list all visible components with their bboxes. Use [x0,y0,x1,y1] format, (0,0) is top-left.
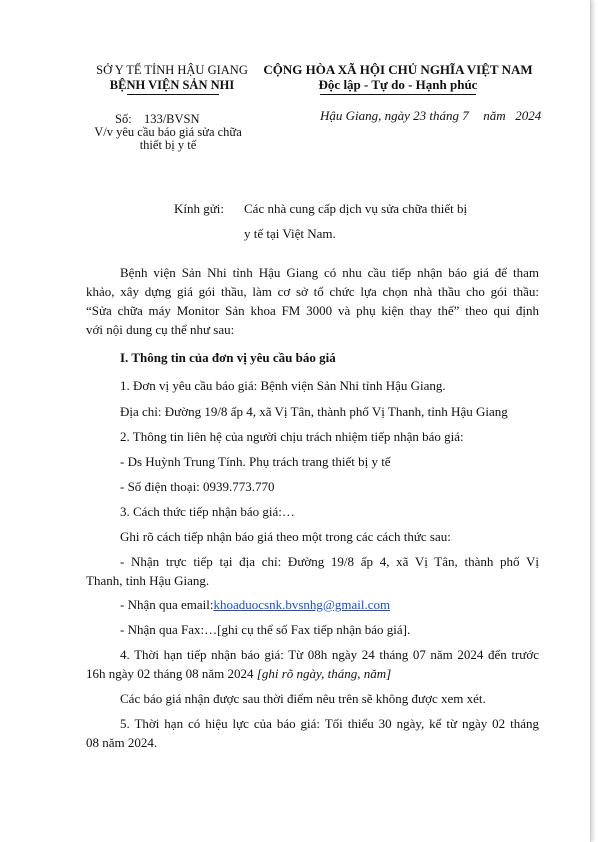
org-name: BỆNH VIỆN SẢN NHI [109,78,235,92]
national-motto: Độc lập - Tự do - Hạnh phúc [318,77,478,92]
issue-date [320,108,541,124]
item-5-line-1: 5. Thời hạn có hiệu lực của báo giá: Tối thiểu 30 ngày, kể từ ngày 02 tháng [120,716,539,731]
email-label: - Nhận qua email: [120,597,214,612]
late-note: Các báo giá nhận được sau thời điểm nêu trên sẽ không được xem xét. [120,691,486,706]
date-year: 2024 [515,108,542,123]
date-year-label: năm [483,108,506,123]
intro-line-1: Bệnh viện Sản Nhi tỉnh Hậu Giang có nhu cầu tiếp nhận báo giá để tham [120,265,539,280]
item-4-line-2 [86,664,391,683]
address-line: Địa chỉ: Đường 19/8 ấp 4, xã Vị Tân, thành phố Vị Thanh, tỉnh Hậu Giang [120,404,508,419]
org-underline [127,94,219,95]
item-4-note: [ghi rõ ngày, tháng, năm] [256,666,392,681]
email-link[interactable]: khoaduocsnk.bvsnhg@gmail.com [213,597,391,612]
date-prefix: Hậu Giang, ngày [320,108,410,123]
date-day: 23 [413,108,427,123]
org-parent: SỞ Y TẾ TỈNH HẬU GIANG [96,63,248,77]
recipient-line-2: y tế tại Việt Nam. [244,226,336,241]
contact-phone: - Số điện thoại: 0939.773.770 [120,479,275,494]
contact-name: - Ds Huỳnh Trung Tính. Phụ trách trang thiết bị y tế [120,454,391,469]
intro-line-4: với nội dung cụ thể như sau: [86,322,235,337]
recipient-label: Kính gửi: [174,201,225,216]
item-1: 1. Đơn vị yêu cầu báo giá: Bệnh viện Sản Nhi tỉnh Hậu Giang. [120,378,446,393]
direct-line-1: - Nhận trực tiếp tại địa chỉ: Đường 19/8 ấp 4, xã Vị Tân, thành phố Vị [120,554,539,569]
date-month: 7 [462,108,469,123]
subject-line-2: thiết bị y tế [139,138,197,152]
recipient-line-1: Các nhà cung cấp dịch vụ sửa chữa thiết bị [244,201,468,216]
section-title: I. Thông tin của đơn vị yêu cầu báo giá [120,350,336,365]
motto-underline [320,94,476,95]
item-5-line-2: 08 năm 2024. [86,735,158,750]
national-title: CỘNG HÒA XÃ HỘI CHỦ NGHĨA VIỆT NAM [263,62,533,77]
item-4-line-1: 4. Thời hạn tiếp nhận báo giá: Từ 08h ngày 24 tháng 07 năm 2024 đến trước [120,647,539,662]
email-row [120,595,390,614]
date-month-label: tháng [429,108,460,123]
item-3: 3. Cách thức tiếp nhận báo giá:… [120,504,295,519]
item-3-note: Ghi rõ cách tiếp nhận báo giá theo một trong các cách thức sau: [120,529,451,544]
intro-line-2: khảo, xây dựng giá gói thầu, làm cơ sở tổ chức lựa chọn nhà thầu cho gói thầu: [86,284,539,299]
item-4-deadline: 16h ngày 02 tháng 08 năm 2024 [86,666,254,681]
item-2: 2. Thông tin liên hệ của người chịu trách nhiệm tiếp nhận báo giá: [120,429,464,444]
subject-line-1: V/v yêu cầu báo giá sửa chữa [94,125,242,139]
doc-number-label: Số: [115,112,132,126]
doc-number-value: 133/BVSN [143,112,200,126]
direct-line-2: Thanh, tỉnh Hậu Giang. [86,573,210,588]
fax-line: - Nhận qua Fax:…[ghi cụ thể số Fax tiếp nhận báo giá]. [120,622,411,637]
intro-line-3: “Sửa chữa máy Monitor Sản khoa FM 3000 và phụ kiện thay thế” theo qui định [86,303,539,318]
